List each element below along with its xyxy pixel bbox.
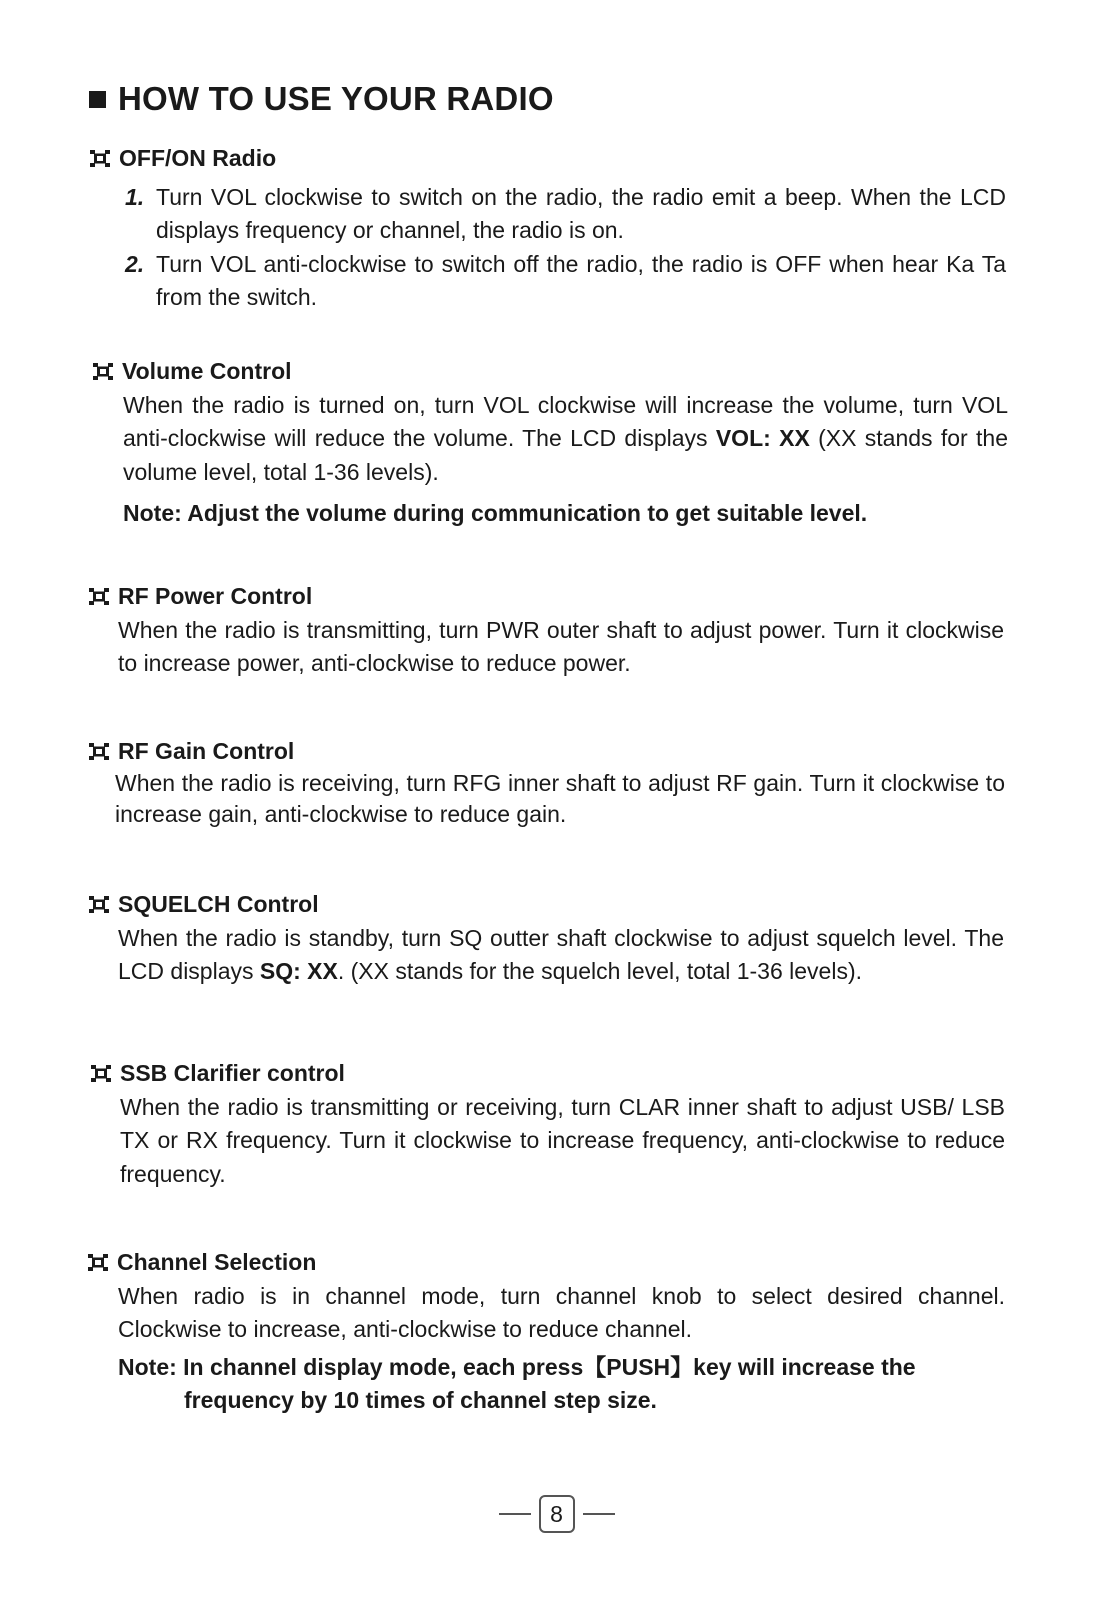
section-volume — [93, 355, 1008, 531]
rf-power-description: When the radio is transmitting, turn PWR outer shaft to adjust power. Turn it clockwise to increase power, anti-clockwise to reduce power. — [118, 617, 1004, 677]
section-squelch — [89, 888, 1004, 989]
x-square-bullet-icon — [91, 1065, 111, 1082]
section-heading: Volume Control — [93, 355, 1008, 387]
channel-note: Note: In channel display mode, each press【PUSH】key will increase the frequency by 10 times of channel step size. — [118, 1353, 916, 1414]
ssb-description: When the radio is transmitting or receiving, turn CLAR inner shaft to adjust USB/ LSB TX or RX frequency. Turn it clockwise to increase frequency, anti-clockwise to reduce frequency. — [120, 1094, 1005, 1187]
channel-description: When radio is in channel mode, turn channel knob to select desired channel. Clockwise to increase, anti-clockwise to reduce channel. — [118, 1283, 1005, 1343]
footer-rule-left — [499, 1513, 531, 1515]
section-heading: SSB Clarifier control — [91, 1057, 1005, 1089]
list-item: 2. Turn VOL anti-clockwise to switch off the radio, the radio is OFF when hear Ka Ta from the switch. — [125, 250, 1006, 311]
rf-gain-description: When the radio is receiving, turn RFG inner shaft to adjust RF gain. Turn it clockwise to increase gain, anti-clockwise to reduce gain. — [115, 770, 1005, 827]
page-number: 8 — [539, 1495, 575, 1533]
lcd-readout: VOL: XX — [715, 425, 810, 452]
page-title — [89, 80, 554, 118]
list-item: 1. Turn VOL clockwise to switch on the radio, the radio emit a beep. When the LCD displays frequency or channel, the radio is on. — [125, 184, 1006, 244]
page-footer — [0, 1495, 1113, 1533]
section-channel-selection — [88, 1246, 1005, 1418]
footer-rule-right — [583, 1513, 615, 1515]
x-square-bullet-icon — [89, 588, 109, 605]
volume-description: When the radio is turned on, turn VOL clockwise will increase the volume, turn VOL anti-clockwise will reduce the volume. The LCD displays VOL: XX (XX stands for the volume level, total 1-36 levels). — [123, 392, 1009, 485]
x-square-bullet-icon — [89, 896, 109, 913]
section-heading: Channel Selection — [88, 1246, 1005, 1278]
lcd-readout: SQ: XX — [259, 958, 338, 985]
volume-note: Note: Adjust the volume during communication to get suitable level. — [123, 500, 868, 527]
x-square-bullet-icon — [88, 1254, 108, 1271]
x-square-bullet-icon — [89, 743, 109, 760]
x-square-bullet-icon — [90, 150, 110, 167]
x-square-bullet-icon — [93, 363, 113, 380]
page-title-text: HOW TO USE YOUR RADIO — [118, 80, 554, 117]
section-heading: SQUELCH Control — [89, 888, 1004, 920]
section-heading: RF Power Control — [89, 580, 1004, 612]
section-heading: RF Gain Control — [89, 735, 1005, 767]
section-off-on — [90, 142, 1006, 315]
section-ssb-clarifier — [91, 1057, 1005, 1191]
section-rf-gain — [89, 735, 1005, 829]
section-rf-power — [89, 580, 1004, 681]
filled-square-icon — [89, 91, 106, 108]
section-heading: OFF/ON Radio — [90, 142, 1006, 174]
squelch-description: When the radio is standby, turn SQ outter shaft clockwise to adjust squelch level. The LCD displays SQ: XX. (XX stands for the squelch level, total 1-36 levels). — [118, 925, 1004, 985]
off-on-steps — [125, 181, 1006, 315]
